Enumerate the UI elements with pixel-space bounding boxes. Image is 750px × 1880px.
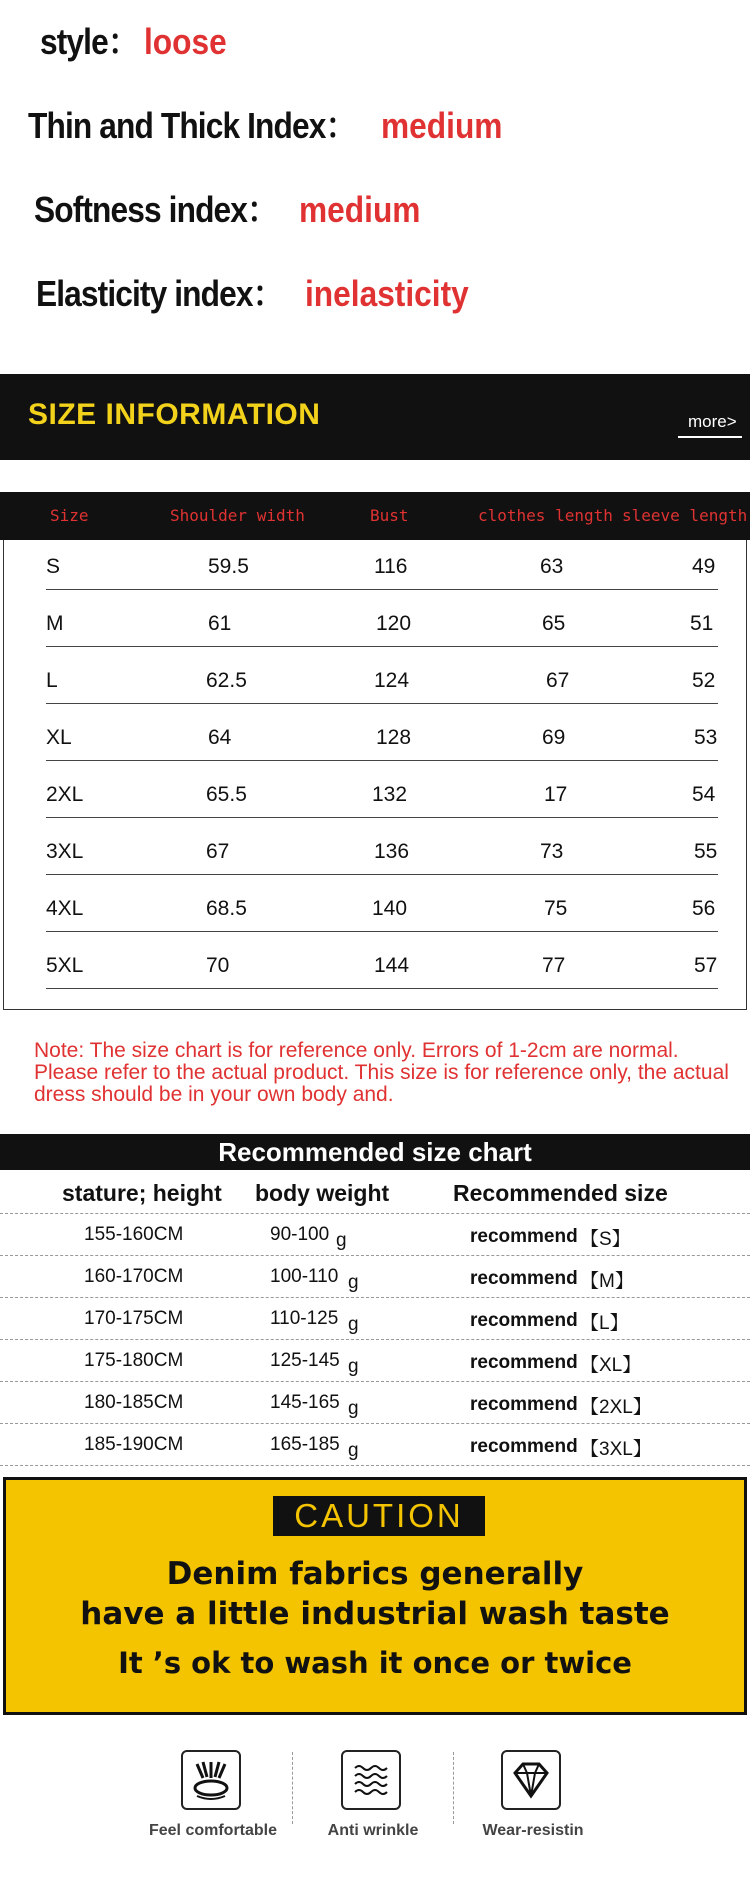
cell-sleeve-length: 52 [692,669,716,692]
cell-bust: 124 [374,669,410,692]
recommend-row [0,1381,750,1423]
cell-bust: 116 [374,555,408,578]
cell-size: 【L】 [580,1313,629,1334]
cell-height: 185-190CM [84,1434,184,1455]
row-divider [46,817,718,818]
cell-height: 170-175CM [84,1308,184,1329]
cell-bust: 132 [372,783,408,806]
cell-clothes-length: 73 [540,840,564,863]
col-recommended: Recommended size [453,1180,668,1206]
cell-clothes-length: 63 [540,555,564,578]
col-height: stature; height [62,1180,222,1206]
caution-panel [3,1477,747,1715]
cell-weight: 125-145 [270,1350,340,1371]
cell-size: 【XL】 [580,1355,642,1376]
attr-label: style： [40,21,139,62]
attr-label: Thin and Thick Index： [28,105,357,146]
wrinkle-icon [341,1750,401,1810]
cell-bust: 136 [374,840,410,863]
attr-label: Softness index： [34,189,278,230]
col-sleeve-length: sleeve length [622,506,748,525]
table-row [0,555,750,595]
attr-value: medium [381,105,503,146]
feature-divider [292,1752,293,1824]
table-row [0,840,750,880]
feature-wear [458,1750,608,1850]
cell-sleeve-length: 51 [690,612,714,635]
cell-size: 【2XL】 [580,1397,652,1418]
attr-label: Elasticity index： [36,273,284,314]
cell-size: 5XL [46,954,84,977]
size-table-body [3,540,747,1010]
cell-shoulder: 59.5 [208,555,249,578]
col-weight: body weight [255,1180,390,1206]
cell-shoulder: 62.5 [206,669,247,692]
cell-weight: 145-165 [270,1392,340,1413]
cell-recommend: recommend [470,1226,578,1247]
attr-value: loose [144,21,227,62]
cell-size: S [46,555,61,578]
attr-value: inelasticity [305,273,469,314]
col-bust: Bust [370,506,409,525]
caution-tag: CAUTION [273,1496,485,1536]
more-link[interactable]: more> [688,412,737,431]
cell-clothes-length: 77 [542,954,566,977]
cell-recommend: recommend [470,1394,578,1415]
cell-shoulder: 68.5 [206,897,247,920]
cell-clothes-length: 17 [544,783,568,806]
attr-elasticity [0,266,750,326]
cell-height: 155-160CM [84,1224,184,1245]
table-row [0,954,750,994]
col-clothes-length: clothes length [478,506,613,525]
cell-size: XL [46,726,72,749]
cell-sleeve-length: 56 [692,897,716,920]
cell-weight: 100-110 [270,1266,339,1287]
attr-thickness [0,98,750,158]
cell-clothes-length: 65 [542,612,566,635]
row-divider [46,646,718,647]
more-underline [678,436,742,438]
cell-clothes-length: 67 [546,669,570,692]
recommended-title: Recommended size chart [0,1134,750,1170]
cell-recommend: recommend [470,1352,578,1373]
banner-title: SIZE INFORMATION [28,398,321,431]
cell-size: 3XL [46,840,84,863]
cell-size: 【M】 [580,1271,634,1292]
caution-line-1: Denim fabrics generally [166,1556,584,1592]
row-divider [46,874,718,875]
cell-size: 【3XL】 [580,1439,652,1460]
cell-unit: g [336,1230,347,1251]
cell-unit: g [348,1314,359,1335]
cell-shoulder: 65.5 [206,783,247,806]
cell-recommend: recommend [470,1310,578,1331]
table-row [0,669,750,709]
cell-clothes-length: 69 [542,726,566,749]
cell-unit: g [348,1440,359,1461]
recommend-row [0,1297,750,1339]
comfort-icon [181,1750,241,1810]
cell-size: 2XL [46,783,84,806]
diamond-icon [501,1750,561,1810]
cell-unit: g [348,1356,359,1377]
cell-sleeve-length: 55 [694,840,718,863]
feature-wrinkle [298,1750,448,1850]
col-size: Size [50,506,89,525]
feature-label: Wear-resistin [482,1822,584,1839]
cell-shoulder: 70 [206,954,230,977]
cell-shoulder: 64 [208,726,232,749]
cell-bust: 144 [374,954,410,977]
row-divider [46,589,718,590]
cell-sleeve-length: 53 [694,726,718,749]
size-table-header [0,492,750,540]
attr-value: medium [299,189,421,230]
cell-size: M [46,612,64,635]
cell-size: 【S】 [580,1229,631,1250]
cell-shoulder: 61 [208,612,232,635]
caution-line-3: It ’s ok to wash it once or twice [118,1646,632,1680]
cell-size: L [46,669,58,692]
table-row [0,897,750,937]
attr-softness [0,182,750,242]
row-divider [46,760,718,761]
cell-bust: 120 [376,612,412,635]
feature-label: Anti wrinkle [327,1822,419,1839]
recommend-row [0,1423,750,1466]
cell-bust: 140 [372,897,408,920]
cell-weight: 90-100 [270,1224,330,1245]
attr-style [0,14,750,74]
size-info-banner [0,374,750,460]
row-divider [46,931,718,932]
cell-sleeve-length: 49 [692,555,716,578]
cell-shoulder: 67 [206,840,230,863]
recommend-row [0,1213,750,1255]
table-row [0,783,750,823]
feature-comfort [138,1750,288,1850]
table-row [0,726,750,766]
cell-clothes-length: 75 [544,897,568,920]
cell-sleeve-length: 54 [692,783,716,806]
cell-weight: 165-185 [270,1434,340,1455]
cell-size: 4XL [46,897,84,920]
recommend-row [0,1339,750,1381]
row-divider [46,988,718,989]
cell-bust: 128 [376,726,412,749]
table-row [0,612,750,652]
size-note: Note: The size chart is for reference only. Errors of 1-2cm are normal. Please refer to the actual product. This size is for reference only, the actual dress should be in your own body and. [34,1039,729,1106]
cell-height: 175-180CM [84,1350,184,1371]
feature-label: Feel comfortable [148,1822,278,1839]
cell-unit: g [348,1272,359,1293]
caution-line-2: have a little industrial wash taste [80,1596,670,1632]
feature-divider [453,1752,454,1824]
recommend-row [0,1255,750,1297]
cell-unit: g [348,1398,359,1419]
cell-height: 180-185CM [84,1392,184,1413]
col-shoulder: Shoulder width [170,506,305,525]
cell-recommend: recommend [470,1268,578,1289]
cell-recommend: recommend [470,1436,578,1457]
cell-height: 160-170CM [84,1266,184,1287]
row-divider [46,703,718,704]
cell-weight: 110-125 [270,1308,339,1329]
cell-sleeve-length: 57 [694,954,718,977]
